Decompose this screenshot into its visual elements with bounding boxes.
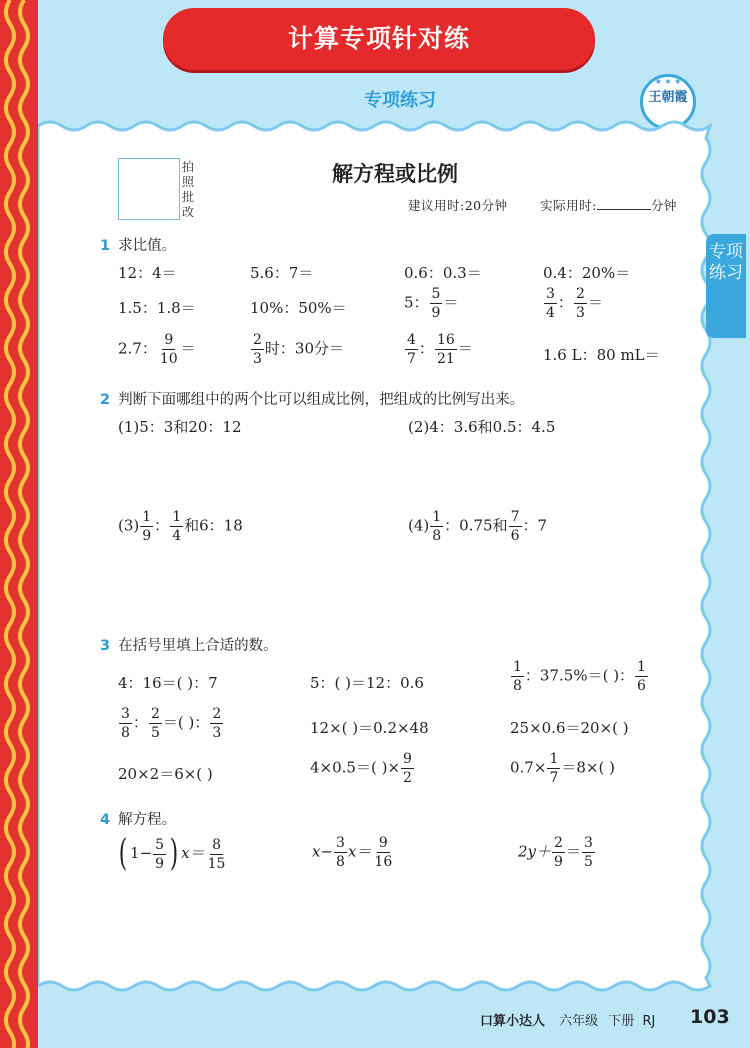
fraction — [210, 707, 223, 740]
q3-item[interactable]: 5：( )＝12：0.6 — [310, 674, 424, 692]
denominator: 5 — [583, 854, 593, 870]
actual-time-unit: 分钟 — [650, 198, 677, 213]
denominator: 8 — [432, 528, 442, 544]
text: x− — [312, 842, 334, 861]
time-info — [408, 196, 677, 214]
denominator: 8 — [513, 678, 522, 694]
q3-item[interactable]: 12×( )＝0.2×48 — [310, 719, 429, 737]
q3-item[interactable]: 20×2＝6×( ) — [118, 765, 213, 783]
q1-item: 12：4＝ — [118, 264, 177, 282]
text: x＝ — [347, 842, 372, 861]
denominator: 21 — [436, 351, 455, 367]
text: x＝ — [181, 844, 205, 862]
denominator: 15 — [207, 855, 226, 872]
text: 时：30分＝ — [264, 339, 345, 358]
suggested-time: 建议用时:20分钟 — [408, 198, 508, 213]
fraction — [544, 287, 557, 320]
text: ： — [418, 339, 434, 358]
q3-item[interactable] — [510, 752, 615, 785]
text: ： — [154, 516, 170, 535]
q2-item — [118, 510, 243, 543]
numerator: 1 — [513, 659, 522, 675]
q2-item — [408, 510, 547, 543]
text: 5： — [404, 293, 429, 312]
stamp-char: 照 — [181, 175, 194, 189]
question-3-heading — [100, 634, 278, 655]
question-4-heading — [100, 808, 176, 829]
text: ＝8×( ) — [561, 758, 615, 777]
text: ＝ — [180, 339, 196, 358]
text: ： — [132, 713, 148, 732]
equation-1 — [116, 833, 228, 874]
fraction — [574, 287, 587, 320]
denominator: 5 — [150, 725, 160, 741]
fraction — [430, 510, 443, 543]
fraction — [511, 660, 524, 693]
text: (4) — [408, 516, 430, 535]
question-text: 解方程。 — [118, 812, 177, 828]
numerator: 3 — [546, 286, 555, 302]
fraction — [430, 287, 443, 320]
numerator: 4 — [407, 332, 416, 348]
fraction — [372, 836, 394, 869]
q3-item[interactable] — [310, 752, 415, 785]
denominator: 6 — [637, 678, 646, 694]
text: ＝( )： — [162, 713, 210, 732]
question-1-heading — [100, 234, 176, 255]
numerator: 2 — [150, 706, 160, 722]
qr-box — [118, 158, 180, 220]
text: ＝ — [565, 842, 581, 861]
text: 0.7× — [510, 758, 547, 777]
side-tab-line1: 专项 — [709, 242, 743, 262]
fraction — [582, 836, 595, 869]
footer — [480, 1010, 655, 1029]
numerator: 5 — [431, 286, 441, 302]
denominator: 8 — [121, 725, 130, 741]
banner-title: 计算专项针对练 — [287, 24, 470, 53]
numerator: 9 — [403, 751, 412, 767]
numerator: 2 — [212, 706, 222, 722]
side-tab-line2: 练习 — [709, 263, 743, 283]
denominator: 10 — [159, 351, 178, 367]
text: ＝ — [587, 293, 603, 312]
q1-item — [250, 333, 344, 366]
q1-item: 5.6：7＝ — [250, 264, 314, 282]
numerator: 1 — [637, 659, 646, 675]
fraction — [119, 707, 132, 740]
numerator: 2 — [253, 332, 262, 348]
volume: 下册 — [608, 1014, 635, 1029]
text: ＝ — [457, 339, 473, 358]
fraction — [509, 510, 522, 543]
denominator: 9 — [142, 528, 152, 544]
q1-item: 0.6：0.3＝ — [404, 264, 482, 282]
fraction — [552, 836, 565, 869]
fraction — [149, 707, 162, 740]
stamp-char: 批 — [181, 190, 194, 204]
q2-item: (2)4：3.6和0.5：4.5 — [408, 418, 556, 436]
q1-item — [404, 333, 473, 366]
numerator: 2 — [554, 835, 563, 851]
book-name: 口算小达人 — [480, 1014, 546, 1029]
edition: RJ — [642, 1014, 656, 1029]
numerator: 7 — [510, 509, 520, 525]
text: 2y＋ — [518, 842, 552, 861]
q3-item[interactable] — [510, 660, 649, 693]
q1-item: 0.4：20%＝ — [543, 264, 631, 282]
q3-item[interactable]: 4：16＝( )：7 — [118, 674, 218, 692]
text: ：0.75和 — [444, 516, 508, 535]
denominator: 2 — [403, 770, 412, 786]
denominator: 3 — [575, 305, 585, 321]
denominator: 6 — [510, 528, 520, 544]
text: ＝ — [443, 293, 459, 312]
question-2-heading — [100, 388, 524, 409]
actual-time-label: 实际用时: — [540, 198, 597, 213]
fraction — [251, 333, 264, 366]
text: ： — [557, 293, 573, 312]
stamp-label — [180, 160, 196, 220]
numerator: 1 — [549, 751, 559, 767]
question-number: 3 — [100, 638, 111, 654]
q1-item: 1.6 L：80 mL＝ — [543, 346, 660, 364]
right-paren: ) — [169, 833, 179, 874]
equation-3 — [518, 836, 596, 869]
badge-text: 王朝霞 — [648, 90, 688, 105]
numerator: 1 — [172, 509, 182, 525]
numerator: 1 — [432, 509, 442, 525]
denominator: 9 — [431, 305, 441, 321]
numerator: 3 — [583, 835, 593, 851]
worksheet-title: 解方程或比例 — [332, 162, 458, 186]
fraction — [206, 838, 228, 871]
numerator: 1 — [142, 509, 152, 525]
question-text: 求比值。 — [118, 238, 177, 254]
q1-item: 10%：50%＝ — [250, 299, 347, 317]
equation-2 — [312, 836, 395, 869]
denominator: 16 — [374, 854, 393, 870]
q2-item: (1)5：3和20：12 — [118, 418, 242, 436]
numerator: 5 — [155, 836, 165, 853]
text: (3) — [118, 516, 140, 535]
fraction — [140, 510, 153, 543]
grade: 六年级 — [559, 1014, 599, 1029]
section-title: 专项练习 — [364, 90, 436, 111]
numerator: 8 — [212, 836, 221, 853]
q3-item[interactable] — [118, 707, 224, 740]
fraction — [401, 752, 414, 785]
badge-stars: ★ ★ ★ — [654, 77, 682, 86]
denominator: 7 — [407, 351, 416, 367]
fraction — [153, 838, 166, 871]
numerator: 16 — [436, 332, 455, 348]
q1-item — [543, 287, 603, 320]
numerator: 9 — [164, 332, 174, 348]
denominator: 4 — [546, 305, 555, 321]
denominator: 9 — [155, 855, 165, 872]
text: 1− — [130, 844, 153, 862]
denominator: 4 — [172, 528, 182, 544]
question-number: 4 — [100, 812, 111, 828]
actual-time-blank[interactable] — [597, 197, 651, 210]
question-number: 1 — [100, 238, 111, 254]
denominator: 8 — [336, 854, 345, 870]
denominator: 7 — [549, 770, 559, 786]
fraction — [170, 510, 183, 543]
left-paren: ( — [118, 833, 128, 874]
fraction — [334, 836, 347, 869]
question-text: 判断下面哪组中的两个比可以组成比例，把组成的比例写出来。 — [118, 392, 525, 408]
page-number: 103 — [690, 1006, 730, 1028]
denominator: 3 — [253, 351, 262, 367]
text: 2.7： — [118, 339, 157, 358]
fraction — [635, 660, 648, 693]
numerator: 3 — [121, 706, 130, 722]
text: ：37.5%＝( )： — [524, 666, 635, 685]
q1-item — [118, 333, 196, 366]
text: ：7 — [522, 516, 548, 535]
denominator: 3 — [212, 725, 222, 741]
text: 和6：18 — [184, 516, 243, 535]
fraction — [158, 333, 180, 366]
question-text: 在括号里填上合适的数。 — [118, 638, 278, 654]
text: 4×0.5＝( )× — [310, 758, 401, 777]
fraction — [547, 752, 560, 785]
fraction — [435, 333, 457, 366]
q3-item[interactable]: 25×0.6＝20×( ) — [510, 719, 629, 737]
stamp-char: 改 — [181, 205, 194, 219]
numerator: 9 — [378, 835, 388, 851]
numerator: 2 — [575, 286, 585, 302]
stamp-char: 拍 — [181, 160, 194, 174]
q1-item: 1.5：1.8＝ — [118, 299, 196, 317]
question-number: 2 — [100, 392, 111, 408]
numerator: 3 — [336, 835, 345, 851]
photo-grading-stamp[interactable] — [118, 158, 198, 220]
denominator: 9 — [554, 854, 563, 870]
q1-item — [404, 287, 458, 320]
fraction — [405, 333, 418, 366]
